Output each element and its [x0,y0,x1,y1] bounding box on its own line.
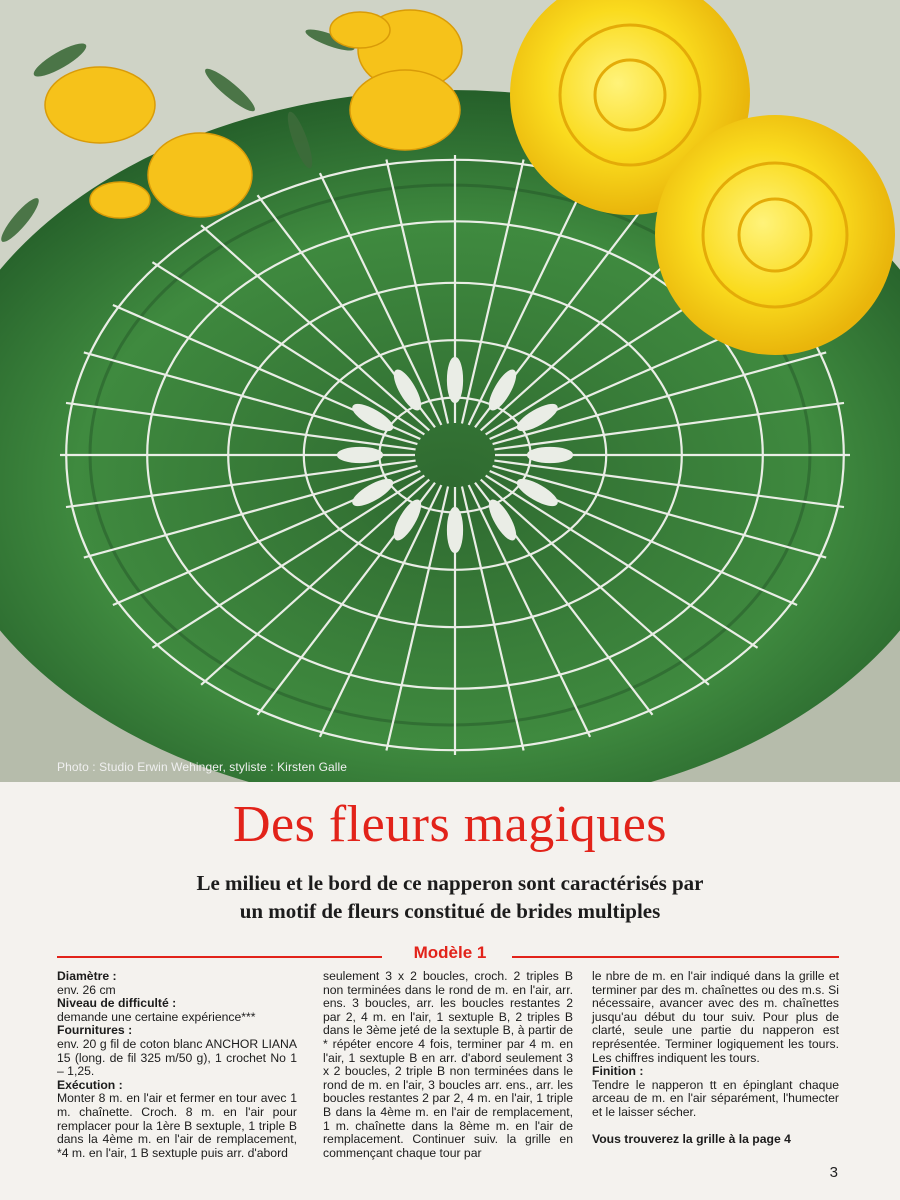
page-number: 3 [829,1164,838,1181]
subtitle-line-1: Le milieu et le bord de ce napperon sont caractérisés par [196,871,704,895]
execution-text-end: le nbre de m. en l'air indiqué dans la grille et terminer par des m. chaînettes ou des m.s. Si nécessaire, avancer avec des m. chaînettes jusqu'au début du tour suiv. Pour plus de clarté, seule une partie du napperon est représentée. Terminer logiquement les tours. Les chiffres indiquent les tours. [592,969,839,1065]
finition-heading: Finition : [592,1064,644,1079]
execution-heading: Exécution : [57,1077,123,1092]
fournitures-heading: Fournitures : [57,1023,133,1038]
column-3 [592,970,839,1146]
execution-text-cont: seulement 3 x 2 boucles, croch. 2 triples B non terminées dans le rond de m. en l'air, arr. ens. 3 boucles, arr. les boucles restantes 2 par 2, 4 m. en l'air, 1 sextuple B, 2 triples B dans le 3ème jeté de la sextuple B, à partir de * répéter encore 4 fois, terminer par 4 m. en l'air, 1 sextuple B en arr. d'abord seulement 3 x 2 boucles, 2 triple B non terminées dans le rond de m. en l'air, 3 boucles arr. ens., arr. les boucles restantes 2 par 2, 4 m. en l'air, 1 triple B dans la 4ème m. en l'air de remplacement, 1 m. chaînette dans la 8ème m. en l'air de remplacement. Continuer suiv. la grille en commençant chaque tour par [323,969,573,1160]
fournitures-value: env. 20 g fil de coton blanc ANCHOR LIANA 15 (long. de fil 325 m/50 g), 1 crochet No 1 – 1,25. [57,1036,297,1079]
niveau-value: demande une certaine expérience*** [57,1009,256,1024]
column-2 [323,970,573,1160]
model-divider-right [512,956,839,958]
page-title: Des fleurs magiques [232,796,668,853]
niveau-heading: Niveau de difficulté : [57,996,177,1011]
grille-note: Vous trouverez la grille à la page 4 [592,1131,791,1146]
page-subtitle [0,869,900,925]
diametre-heading: Diamètre : [57,969,117,983]
model-label: Modèle 1 [413,943,487,962]
photo-credit: Photo : Studio Erwin Wehinger, styliste : Kirsten Galle [57,760,348,774]
finition-text: Tendre le napperon tt en épinglant chaque arceau de m. en l'air séparément, l'humecter et le laisser sécher. [592,1077,839,1119]
subtitle-line-2: un motif de fleurs constitué de brides multiples [239,899,661,923]
column-1 [57,970,297,1160]
diametre-value: env. 26 cm [57,982,116,997]
execution-text: Monter 8 m. en l'air et fermer en tour avec 1 m. chaînette. Croch. 8 m. en l'air pour remplacer pour la 1ère B sextuple, 1 triple B dans la 4ème m. en l'air de remplacement, *4 m. en l'air, 1 B sextuple puis arr. d'abord [57,1091,297,1160]
